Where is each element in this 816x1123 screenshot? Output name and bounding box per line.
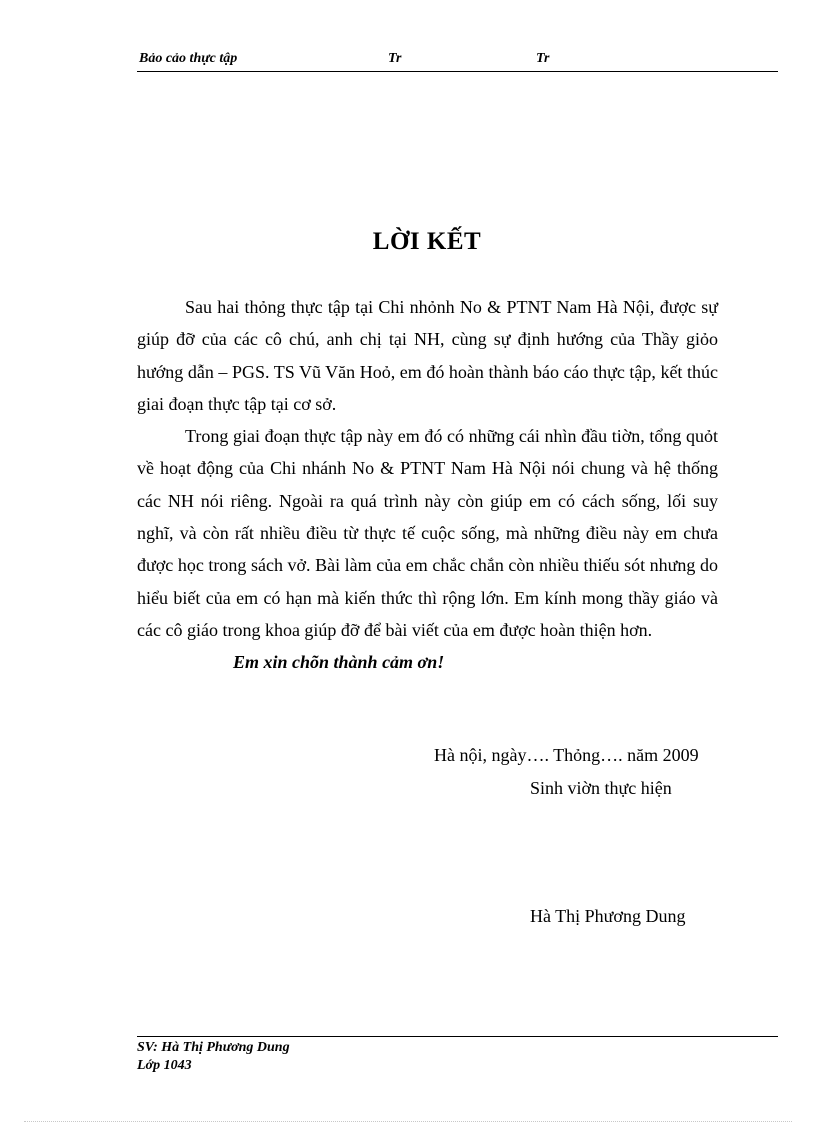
signature-role: Sinh viờn thực hiện — [530, 778, 672, 798]
footer-student: SV: Hà Thị Phương Dung — [137, 1040, 290, 1055]
header-mark-1: Tr — [388, 51, 402, 66]
header-mark-2: Tr — [536, 51, 550, 66]
page-bottom-dotted-line — [24, 1121, 792, 1122]
page-header — [137, 49, 778, 72]
footer-class: Lớp 1043 — [137, 1058, 192, 1073]
body-text — [137, 291, 718, 679]
paragraph-1: Sau hai thỏng thực tập tại Chi nhỏnh No & PTNT Nam Hà Nội, được sự giúp đỡ của các cô chú, anh chị tại NH, cùng sự định hướng của Thầy giỏo hướng dẫn – PGS. TS Vũ Văn Hoỏ, em đó hoàn thành báo cáo thực tập, kết thúc giai đoạn thực tập tại cơ sở. — [137, 297, 718, 414]
closing-thanks: Em xin chõn thành cảm ơn! — [233, 652, 445, 673]
header-doc-label: Bảo cảo thực tập — [139, 51, 238, 66]
signature-place-date: Hà nội, ngày…. Thỏng…. năm 2009 — [434, 745, 699, 765]
page-title: LỜI KẾT — [372, 228, 482, 255]
footer-divider — [137, 1036, 778, 1037]
page-footer — [137, 1039, 290, 1075]
paragraph-2: Trong giai đoạn thực tập này em đó có những cái nhìn đầu tiờn, tổng quỏt về hoạt động của Chi nhánh No & PTNT Nam Hà Nội nói chung và hệ thống các NH nói riêng. Ngoài ra quá trình này còn giúp em có cách sống, lối suy nghĩ, và còn rất nhiều điều từ thực tế cuộc sống, mà những điều này em chưa được học trong sách vở. Bài làm của em chắc chắn còn nhiều thiếu sót nhưng do hiểu biết của em có hạn mà kiến thức thì rộng lớn. Em kính mong thầy giáo và các cô giáo trong khoa giúp đỡ để bài viết của em được hoàn thiện hơn. — [137, 426, 718, 640]
signature-name: Hà Thị Phương Dung — [530, 906, 686, 926]
